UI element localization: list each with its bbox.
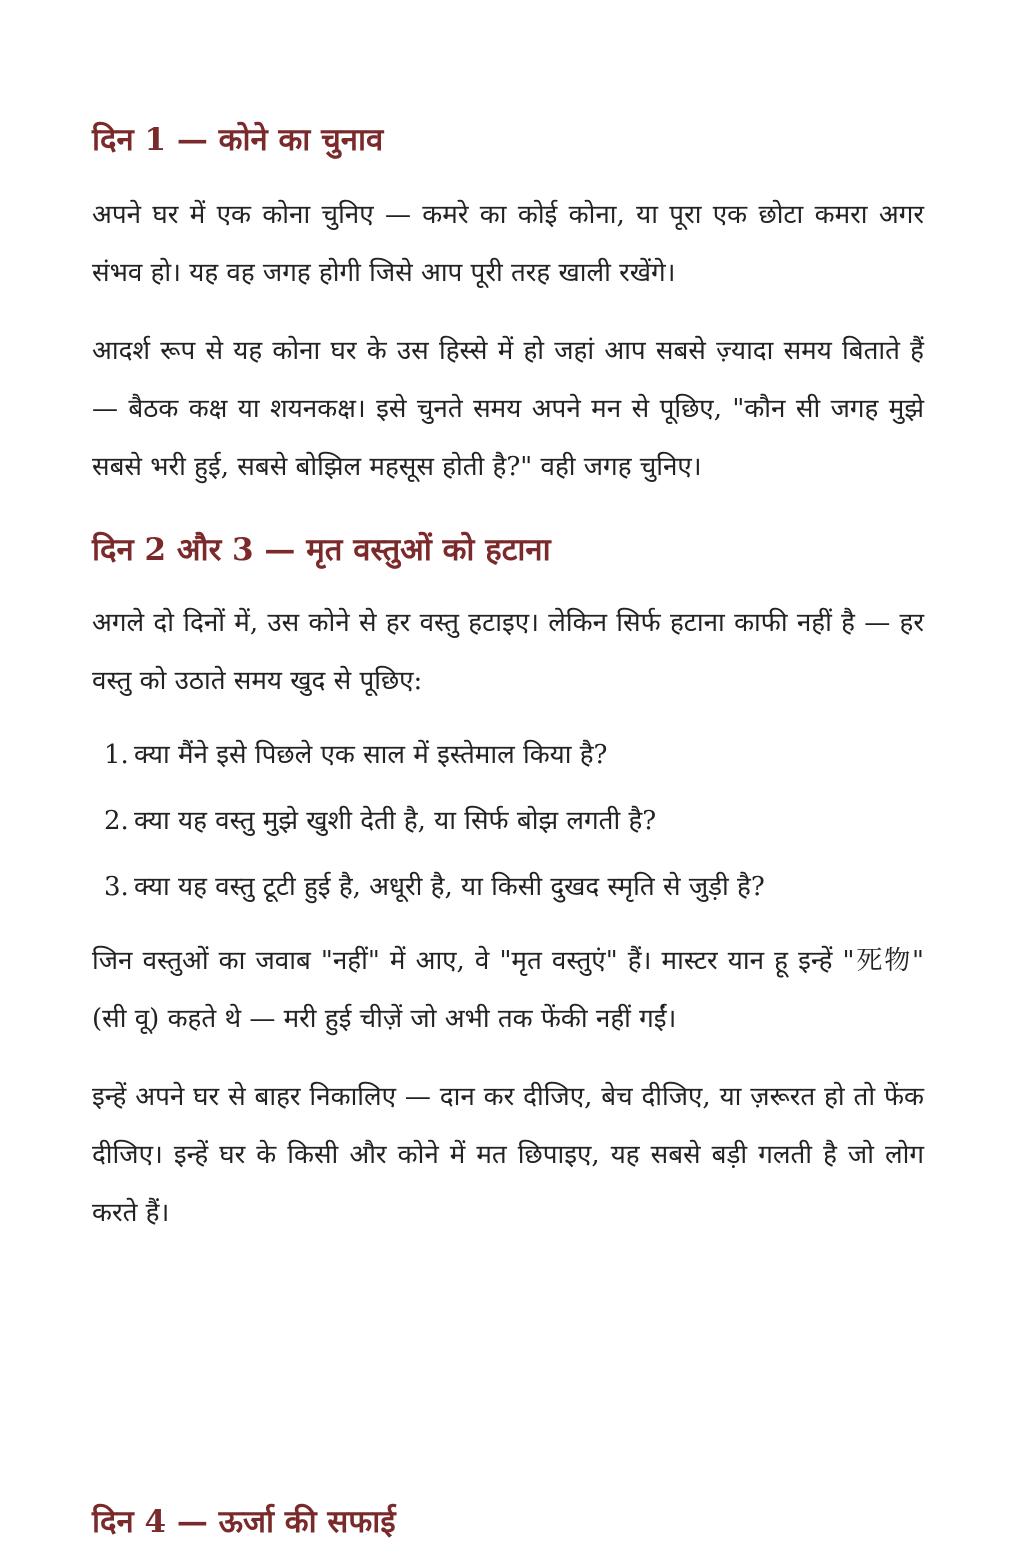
- document-page: [92, 112, 924, 1242]
- list-item: [92, 722, 924, 788]
- list-item-text: क्या यह वस्तु मुझे खुशी देती है, या सिर्फ बोझ लगती है?: [134, 806, 657, 836]
- paragraph-take-outside: इन्हें अपने घर से बाहर निकालिए — दान कर दीजिए, बेच दीजिए, या ज़रूरत हो तो फेंक दीजिए। इन्हें घर के किसी और कोने में मत छिपाइए, यह सबसे बड़ी गलती है जो लोग करते हैं।: [92, 1082, 924, 1228]
- list-item-number: 3.: [104, 872, 129, 902]
- paragraph-remove-items: अगले दो दिनों में, उस कोने से हर वस्तु हटाइए। लेकिन सिर्फ हटाना काफी नहीं है — हर वस्तु को उठाते समय खुद से पूछिए:: [92, 608, 924, 696]
- list-item-text: क्या मैंने इसे पिछले एक साल में इस्तेमाल किया है?: [134, 740, 608, 770]
- paragraph-ideal-corner: आदर्श रूप से यह कोना घर के उस हिस्से में हो जहां आप सबसे ज़्यादा समय बिताते हैं — बैठक कक्ष या शयनकक्ष। इसे चुनते समय अपने मन से पूछिए, "कौन सी जगह मुझे सबसे भरी हुई, सबसे बोझिल महसूस होती है?" वही जगह चुनिए।: [92, 336, 924, 482]
- list-item-text: क्या यह वस्तु टूटी हुई है, अधूरी है, या किसी दुखद स्मृति से जुड़ी है?: [134, 872, 765, 902]
- list-item: [92, 854, 924, 920]
- paragraph-choose-corner: अपने घर में एक कोना चुनिए — कमरे का कोई कोना, या पूरा एक छोटा कमरा अगर संभव हो। यह वह जगह होगी जिसे आप पूरी तरह खाली रखेंगे।: [92, 200, 924, 288]
- list-item-number: 1.: [104, 740, 129, 770]
- section-heading-day-1: दिन 1 — कोने का चुनाव: [92, 122, 384, 158]
- question-list: [92, 722, 924, 920]
- list-item: [92, 788, 924, 854]
- paragraph-dead-objects: जिन वस्तुओं का जवाब "नहीं" में आए, वे "मृत वस्तुएं" हैं। मास्टर यान हू इन्हें "死物" (सी वू) कहते थे — मरी हुई चीज़ें जो अभी तक फेंकी नहीं गईं।: [92, 946, 924, 1034]
- list-item-number: 2.: [104, 806, 129, 836]
- section-heading-day-2-3: दिन 2 और 3 — मृत वस्तुओं को हटाना: [92, 532, 551, 568]
- section-heading-cut-off: दिन 4 — ऊर्जा की सफाई: [92, 1504, 396, 1540]
